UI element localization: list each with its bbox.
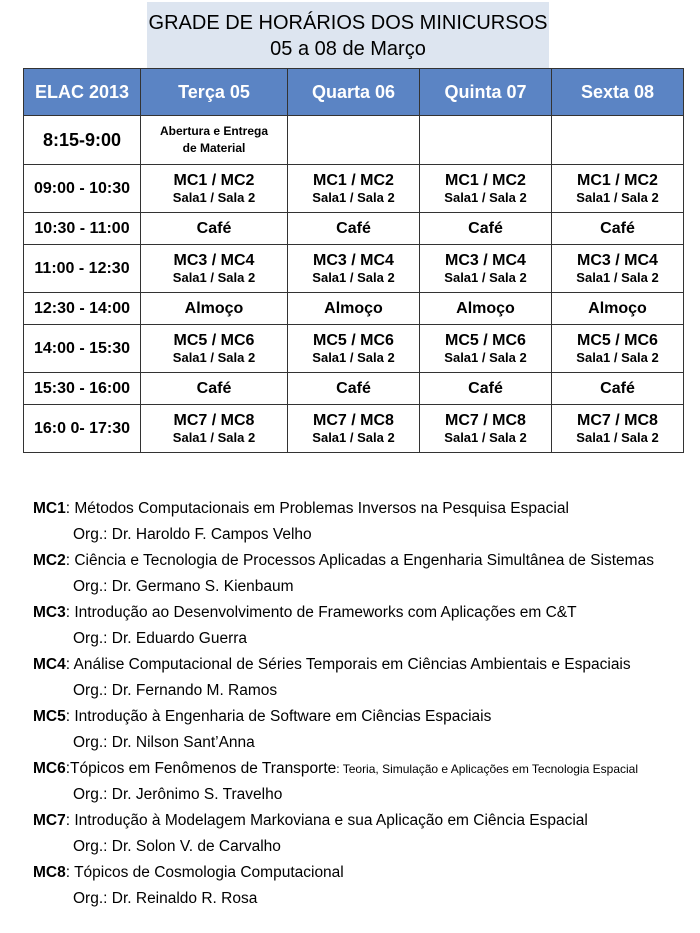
session-cell (552, 325, 684, 373)
course-separator: : (65, 760, 71, 777)
session-rooms: Sala1 / Sala 2 (444, 429, 527, 445)
table-row (24, 325, 684, 373)
course-item (33, 704, 693, 756)
time-cell: 16:0 0- 17:30 (24, 405, 141, 453)
session-cell (141, 245, 288, 293)
break-cell: Café (141, 373, 288, 405)
session-cell (141, 405, 288, 453)
session-cell (552, 245, 684, 293)
table-row (24, 405, 684, 453)
session-cell (288, 245, 420, 293)
course-item (33, 756, 693, 808)
course-organizer: Org.: Dr. Reinaldo R. Rosa (73, 890, 258, 907)
session-cell (141, 325, 288, 373)
page-subtitle: 05 a 08 de Março (270, 38, 426, 60)
course-separator: : (65, 656, 74, 673)
session-rooms: Sala1 / Sala 2 (172, 429, 256, 445)
day-header: Quinta 07 (420, 69, 552, 116)
session-courses: MC7 / MC8 (173, 411, 255, 429)
course-legend (33, 496, 693, 912)
session-courses: MC1 / MC2 (577, 171, 658, 189)
session-courses: MC1 / MC2 (445, 171, 526, 189)
time-cell: 14:00 - 15:30 (24, 325, 141, 373)
course-title: Tópicos em Fenômenos de Transporte (70, 760, 337, 777)
session-courses: MC7 / MC8 (313, 411, 394, 429)
course-organizer: Org.: Dr. Jerônimo S. Travelho (73, 786, 283, 803)
session-rooms: Sala1 / Sala 2 (576, 269, 659, 285)
course-organizer: Org.: Dr. Solon V. de Carvalho (73, 838, 281, 855)
time-cell: 12:30 - 14:00 (24, 293, 141, 325)
course-item (33, 600, 693, 652)
session-rooms: Sala1 / Sala 2 (172, 349, 256, 365)
course-organizer: Org.: Dr. Fernando M. Ramos (73, 682, 278, 699)
session-cell (141, 165, 288, 213)
course-title: Tópicos de Cosmologia Computacional (74, 864, 344, 881)
session-courses: MC5 / MC6 (445, 331, 526, 349)
course-code: MC3 (33, 604, 66, 621)
time-cell: 10:30 - 11:00 (24, 213, 141, 245)
table-row (24, 116, 684, 165)
session-cell (420, 325, 552, 373)
header-row (24, 69, 684, 116)
session-rooms: Sala1 / Sala 2 (576, 349, 659, 365)
course-title: Métodos Computacionais em Problemas Inversos na Pesquisa Espacial (74, 500, 569, 517)
course-title-line (33, 808, 693, 834)
course-title-line (33, 496, 693, 522)
break-cell: Almoço (420, 293, 552, 325)
break-cell: Almoço (552, 293, 684, 325)
session-courses: MC5 / MC6 (313, 331, 394, 349)
session-rooms: Sala1 / Sala 2 (312, 429, 395, 445)
day-header: Terça 05 (141, 69, 288, 116)
table-row (24, 213, 684, 245)
course-title: Ciência e Tecnologia de Processos Aplicadas a Engenharia Simultânea de Sistemas (74, 552, 654, 569)
course-title-line (33, 548, 693, 574)
course-separator: : (65, 500, 75, 517)
session-courses: MC3 / MC4 (445, 251, 526, 269)
opening-line1: Abertura e Entrega (159, 124, 269, 138)
break-cell: Café (420, 373, 552, 405)
course-title-line (33, 600, 693, 626)
opening-cell (141, 116, 288, 165)
course-separator: : (65, 604, 75, 621)
course-organizer: Org.: Dr. Haroldo F. Campos Velho (73, 526, 312, 543)
course-item (33, 548, 693, 600)
session-rooms: Sala1 / Sala 2 (444, 189, 527, 205)
session-cell (420, 245, 552, 293)
session-cell (288, 405, 420, 453)
course-organizer: Org.: Dr. Germano S. Kienbaum (73, 578, 294, 595)
table-row (24, 293, 684, 325)
session-cell (288, 165, 420, 213)
course-item (33, 496, 693, 548)
session-courses: MC7 / MC8 (577, 411, 658, 429)
session-cell (552, 405, 684, 453)
course-subtitle: : Teoria, Simulação e Aplicações em Tecnologia Espacial (336, 762, 638, 776)
course-title: Introdução à Modelagem Markoviana e sua Aplicação em Ciência Espacial (74, 812, 588, 829)
course-code: MC2 (33, 552, 66, 569)
page-title: GRADE DE HORÁRIOS DOS MINICURSOS (148, 12, 548, 34)
session-rooms: Sala1 / Sala 2 (172, 189, 256, 205)
session-courses: MC1 / MC2 (313, 171, 394, 189)
course-item (33, 808, 693, 860)
empty-cell (288, 116, 420, 165)
course-separator: : (65, 552, 75, 569)
opening-line2: de Material (182, 141, 246, 155)
course-organizer: Org.: Dr. Eduardo Guerra (73, 630, 248, 647)
course-title-line (33, 860, 693, 886)
break-cell: Café (141, 213, 288, 245)
course-organizer: Org.: Dr. Nilson Sant’Anna (73, 734, 255, 751)
session-rooms: Sala1 / Sala 2 (576, 429, 659, 445)
title-box (147, 2, 549, 68)
course-separator: : (65, 864, 75, 881)
course-code: MC4 (33, 656, 66, 673)
course-title-line (33, 652, 693, 678)
empty-cell (552, 116, 684, 165)
course-code: MC8 (33, 864, 66, 881)
course-separator: : (65, 708, 75, 725)
time-cell: 15:30 - 16:00 (24, 373, 141, 405)
table-row (24, 245, 684, 293)
empty-cell (420, 116, 552, 165)
course-code: MC5 (33, 708, 66, 725)
session-rooms: Sala1 / Sala 2 (444, 349, 527, 365)
course-title: Análise Computacional de Séries Temporais em Ciências Ambientais e Espaciais (73, 656, 631, 673)
day-header: Sexta 08 (552, 69, 684, 116)
session-cell (552, 165, 684, 213)
session-rooms: Sala1 / Sala 2 (444, 269, 527, 285)
session-courses: MC1 / MC2 (173, 171, 255, 189)
time-cell: 8:15-9:00 (24, 116, 141, 165)
session-courses: MC7 / MC8 (445, 411, 526, 429)
break-cell: Almoço (288, 293, 420, 325)
session-rooms: Sala1 / Sala 2 (172, 269, 256, 285)
session-courses: MC5 / MC6 (577, 331, 658, 349)
course-title: Introdução à Engenharia de Software em Ciências Espaciais (74, 708, 492, 725)
schedule-table (23, 68, 684, 453)
break-cell: Café (288, 213, 420, 245)
time-cell: 09:00 - 10:30 (24, 165, 141, 213)
break-cell: Café (552, 213, 684, 245)
course-title-line (33, 704, 693, 730)
time-cell: 11:00 - 12:30 (24, 245, 141, 293)
session-courses: MC3 / MC4 (577, 251, 658, 269)
table-row (24, 165, 684, 213)
session-rooms: Sala1 / Sala 2 (312, 269, 395, 285)
session-courses: MC3 / MC4 (313, 251, 394, 269)
session-rooms: Sala1 / Sala 2 (312, 189, 395, 205)
session-cell (420, 405, 552, 453)
course-code: MC7 (33, 812, 66, 829)
break-cell: Café (288, 373, 420, 405)
course-title: Introdução ao Desenvolvimento de Frameworks com Aplicações em C&T (74, 604, 577, 621)
course-item (33, 652, 693, 704)
course-title-line (33, 756, 693, 782)
session-courses: MC5 / MC6 (173, 331, 255, 349)
table-row (24, 373, 684, 405)
session-rooms: Sala1 / Sala 2 (576, 189, 659, 205)
break-cell: Almoço (141, 293, 288, 325)
course-code: MC6 (33, 760, 66, 777)
break-cell: Café (552, 373, 684, 405)
day-header: Quarta 06 (288, 69, 420, 116)
course-separator: : (65, 812, 75, 829)
session-cell (288, 325, 420, 373)
break-cell: Café (420, 213, 552, 245)
session-courses: MC3 / MC4 (173, 251, 255, 269)
course-code: MC1 (33, 500, 66, 517)
session-cell (420, 165, 552, 213)
course-item (33, 860, 693, 912)
session-rooms: Sala1 / Sala 2 (312, 349, 395, 365)
corner-cell: ELAC 2013 (24, 69, 141, 116)
